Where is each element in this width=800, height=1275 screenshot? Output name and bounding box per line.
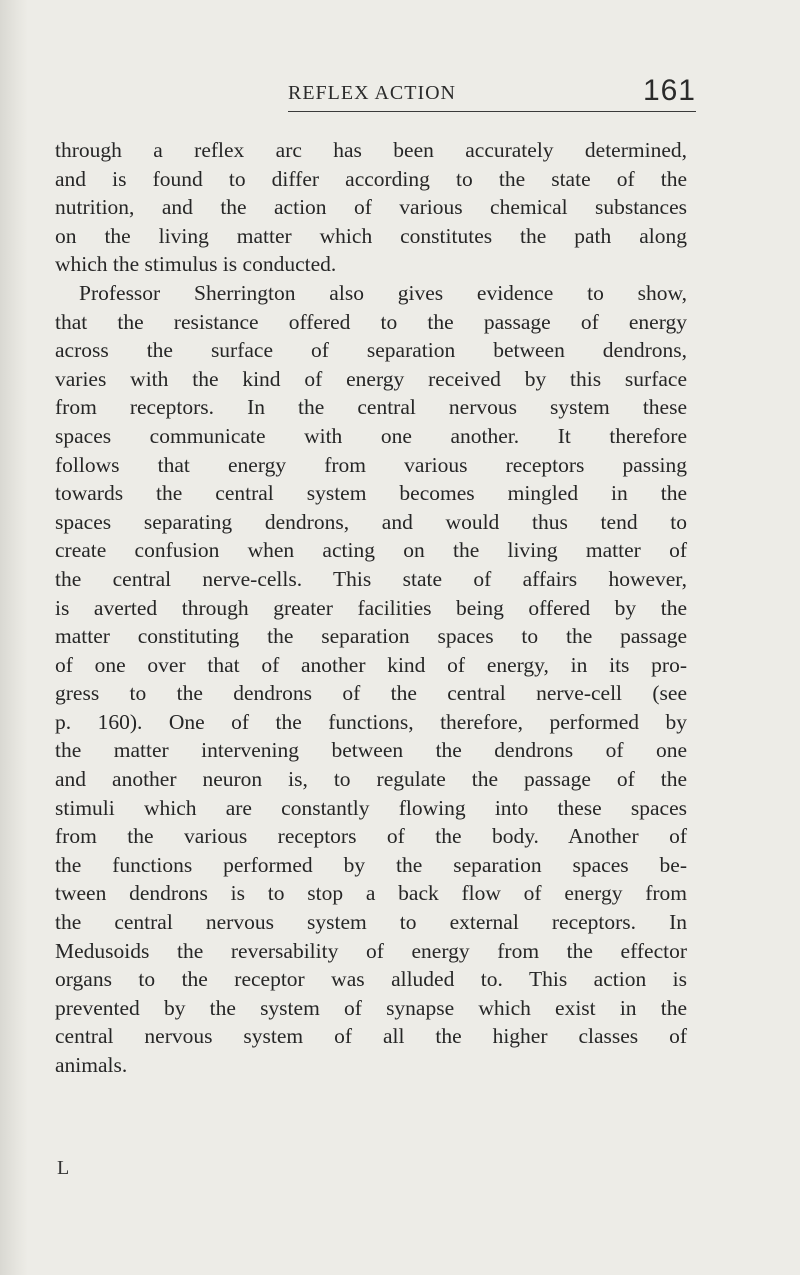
text-line: Professor Sherrington also gives evidence to show, — [79, 280, 687, 305]
text-line: on the living matter which constitutes the path along — [55, 223, 687, 248]
text-line: which the stimulus is conducted. — [55, 252, 337, 277]
text-line: the central nerve-cells. This state of affairs however, — [55, 566, 687, 591]
text-line: through a reflex arc has been accurately determined, — [55, 138, 687, 162]
text-line: spaces separating dendrons, and would thus tend to — [55, 509, 687, 534]
text-line: organs to the receptor was alluded to. This action is — [55, 967, 687, 992]
text-line: varies with the kind of energy received by this surface — [55, 366, 687, 391]
text-line: p. 160). One of the functions, therefore, performed by — [55, 709, 687, 734]
text-line: central nervous system of all the higher classes of — [55, 1024, 687, 1049]
text-line: the functions performed by the separation spaces be- — [55, 852, 687, 877]
text-line: the matter intervening between the dendrons of one — [55, 738, 687, 763]
text-line: is averted through greater facilities being offered by the — [55, 595, 687, 620]
text-line: follows that energy from various receptors passing — [55, 452, 687, 477]
text-line: and is found to differ according to the state of the — [55, 166, 687, 191]
text-line: from the various receptors of the body. Another of — [55, 824, 687, 849]
text-line: of one over that of another kind of energy, in its pro- — [55, 652, 687, 677]
text-line: gress to the dendrons of the central nerve-cell (see — [55, 681, 687, 706]
text-line: towards the central system becomes mingled in the — [55, 481, 687, 506]
text-line: across the surface of separation between dendrons, — [55, 338, 687, 363]
text-line: tween dendrons is to stop a back flow of energy from — [55, 881, 687, 906]
signature-mark: L — [57, 1157, 70, 1179]
text-line: animals. — [55, 1053, 128, 1077]
text-line: stimuli which are constantly flowing into these spaces — [55, 795, 687, 820]
text-line: that the resistance offered to the passage of energy — [55, 309, 687, 334]
text-line: Medusoids the reversability of energy from the effector — [55, 938, 687, 963]
text-line: nutrition, and the action of various chemical substances — [55, 195, 687, 220]
text-line: the central nervous system to external receptors. In — [55, 910, 687, 935]
gutter-shadow — [0, 0, 28, 1275]
text-line: from receptors. In the central nervous system these — [55, 395, 687, 420]
header-rule — [288, 111, 696, 112]
body-text — [55, 136, 687, 1080]
text-line: and another neuron is, to regulate the passage of the — [55, 767, 687, 792]
text-line: prevented by the system of synapse which exist in the — [55, 995, 687, 1020]
text-line: matter constituting the separation spaces to the passage — [55, 624, 687, 649]
page-header — [288, 72, 696, 112]
page-number: 161 — [642, 74, 696, 107]
text-line: spaces communicate with one another. It therefore — [55, 423, 687, 448]
running-head: REFLEX ACTION — [288, 82, 456, 104]
text-line: create confusion when acting on the living matter of — [55, 538, 687, 563]
